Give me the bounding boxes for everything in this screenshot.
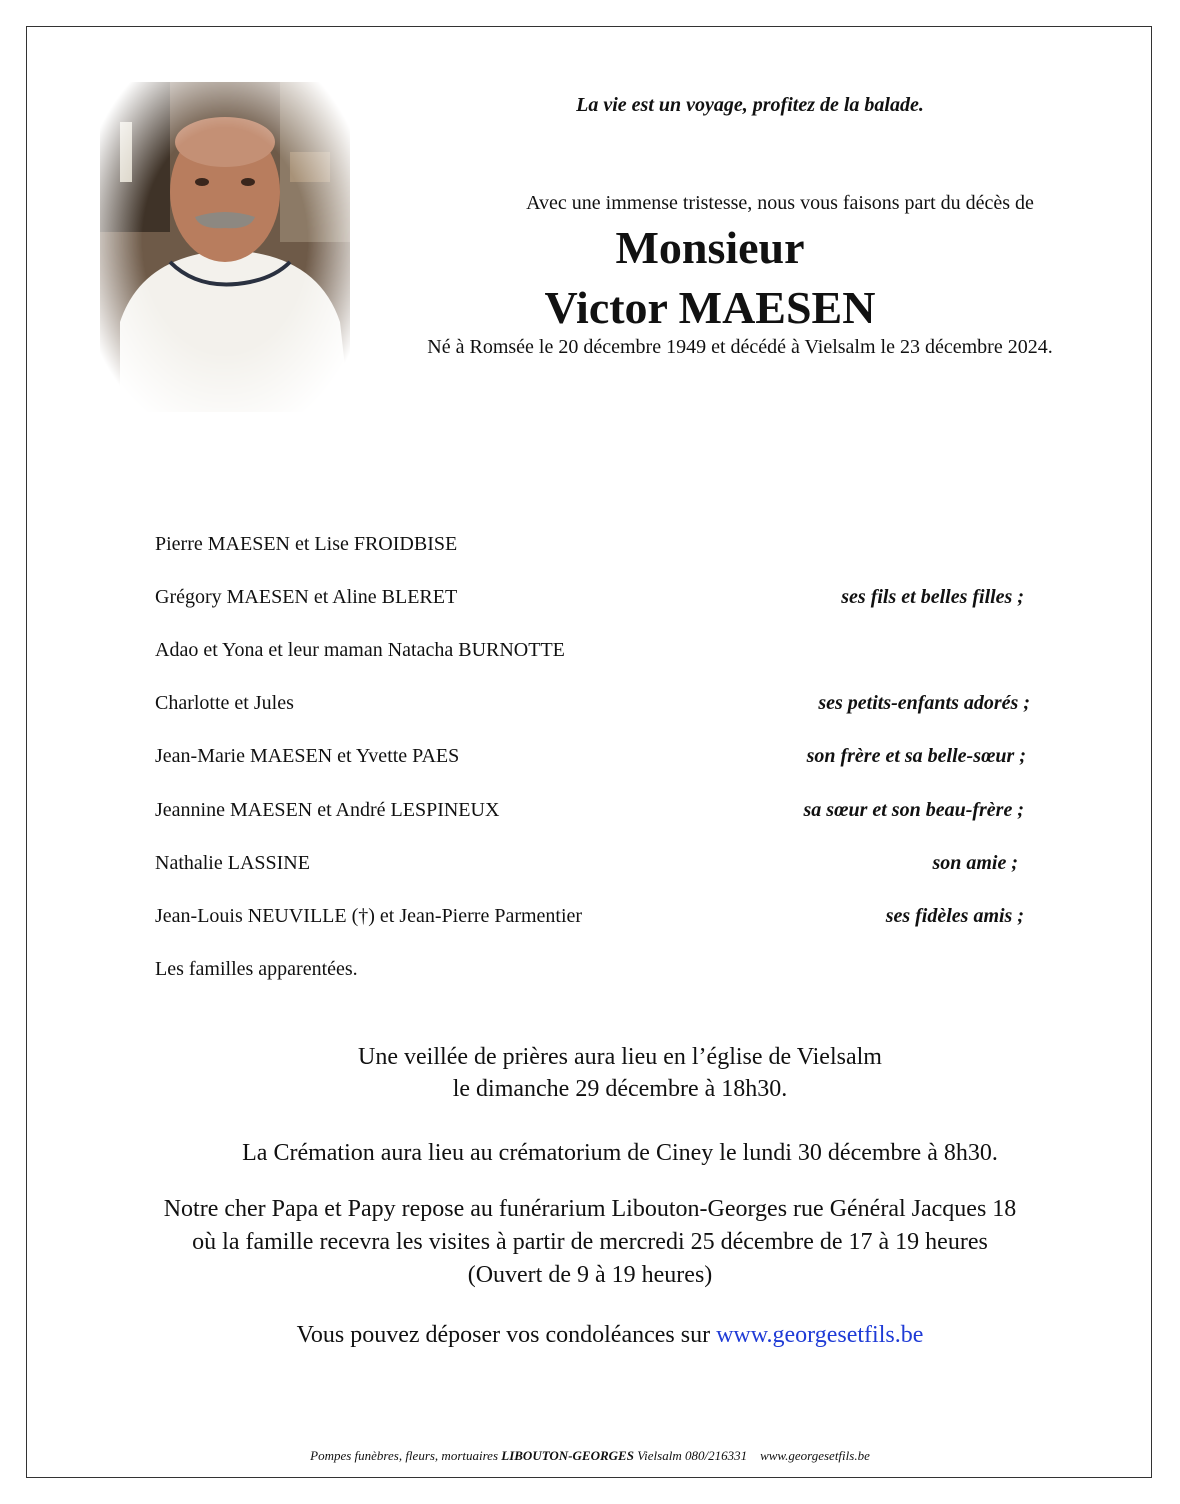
deceased-name: Victor MAESEN	[544, 282, 876, 333]
family-member: Jean-Louis NEUVILLE (†) et Jean-Pierre Parmentier	[155, 905, 583, 927]
family-member: Adao et Yona et leur maman Natacha BURNOTTE	[155, 639, 565, 661]
footer-contact: Vielsalm 080/216331	[637, 1448, 748, 1463]
family-member: Jean-Marie MAESEN et Yvette PAES	[155, 745, 460, 767]
family-relation: son frère et sa belle-sœur ;	[806, 745, 1026, 767]
footer-prefix: Pompes funèbres, fleurs, mortuaires	[310, 1448, 499, 1463]
vigil-line-1: Une veillée de prières aura lieu en l’église de Vielsalm	[358, 1044, 882, 1070]
family-relation: sa sœur et son beau-frère ;	[803, 799, 1024, 821]
vigil-line-2: le dimanche 29 décembre à 18h30.	[452, 1076, 788, 1102]
deceased-title: Monsieur	[615, 222, 805, 273]
condolences	[140, 1322, 1080, 1349]
quote: La vie est un voyage, profitez de la balade.	[576, 94, 924, 116]
portrait-photo	[100, 82, 350, 412]
family-member: Les familles apparentées.	[155, 958, 358, 980]
visitation-line-2: où la famille recevra les visites à partir de mercredi 25 décembre de 17 à 19 heures	[192, 1229, 988, 1255]
announcement-intro: Avec une immense tristesse, nous vous faisons part du décès de	[526, 192, 1034, 214]
family-relation: ses fils et belles filles ;	[841, 586, 1024, 608]
birth-death-dates: Né à Romsée le 20 décembre 1949 et décédé à Vielsalm le 23 décembre 2024.	[427, 336, 1053, 358]
family-relation: ses petits-enfants adorés ;	[818, 692, 1030, 714]
visitation-line-1: Notre cher Papa et Papy repose au funérarium Libouton-Georges rue Général Jacques 18	[163, 1196, 1017, 1222]
footer	[100, 1448, 1080, 1464]
family-member: Charlotte et Jules	[155, 692, 294, 714]
condolences-link[interactable]: www.georgesetfils.be	[716, 1322, 924, 1348]
footer-website[interactable]: www.georgesetfils.be	[760, 1448, 870, 1463]
family-member: Jeannine MAESEN et André LESPINEUX	[155, 799, 500, 821]
family-relation: ses fidèles amis ;	[885, 905, 1024, 927]
family-member: Pierre MAESEN et Lise FROIDBISE	[155, 533, 458, 555]
family-member: Nathalie LASSINE	[155, 852, 310, 874]
footer-company: LIBOUTON-GEORGES	[501, 1448, 634, 1463]
family-relation: son amie ;	[932, 852, 1018, 874]
condolences-text: Vous pouvez déposer vos condoléances sur	[296, 1322, 711, 1348]
family-member: Grégory MAESEN et Aline BLERET	[155, 586, 458, 608]
cremation-info: La Crémation aura lieu au crématorium de Ciney le lundi 30 décembre à 8h30.	[242, 1140, 998, 1166]
visitation-line-3: (Ouvert de 9 à 19 heures)	[467, 1262, 713, 1288]
